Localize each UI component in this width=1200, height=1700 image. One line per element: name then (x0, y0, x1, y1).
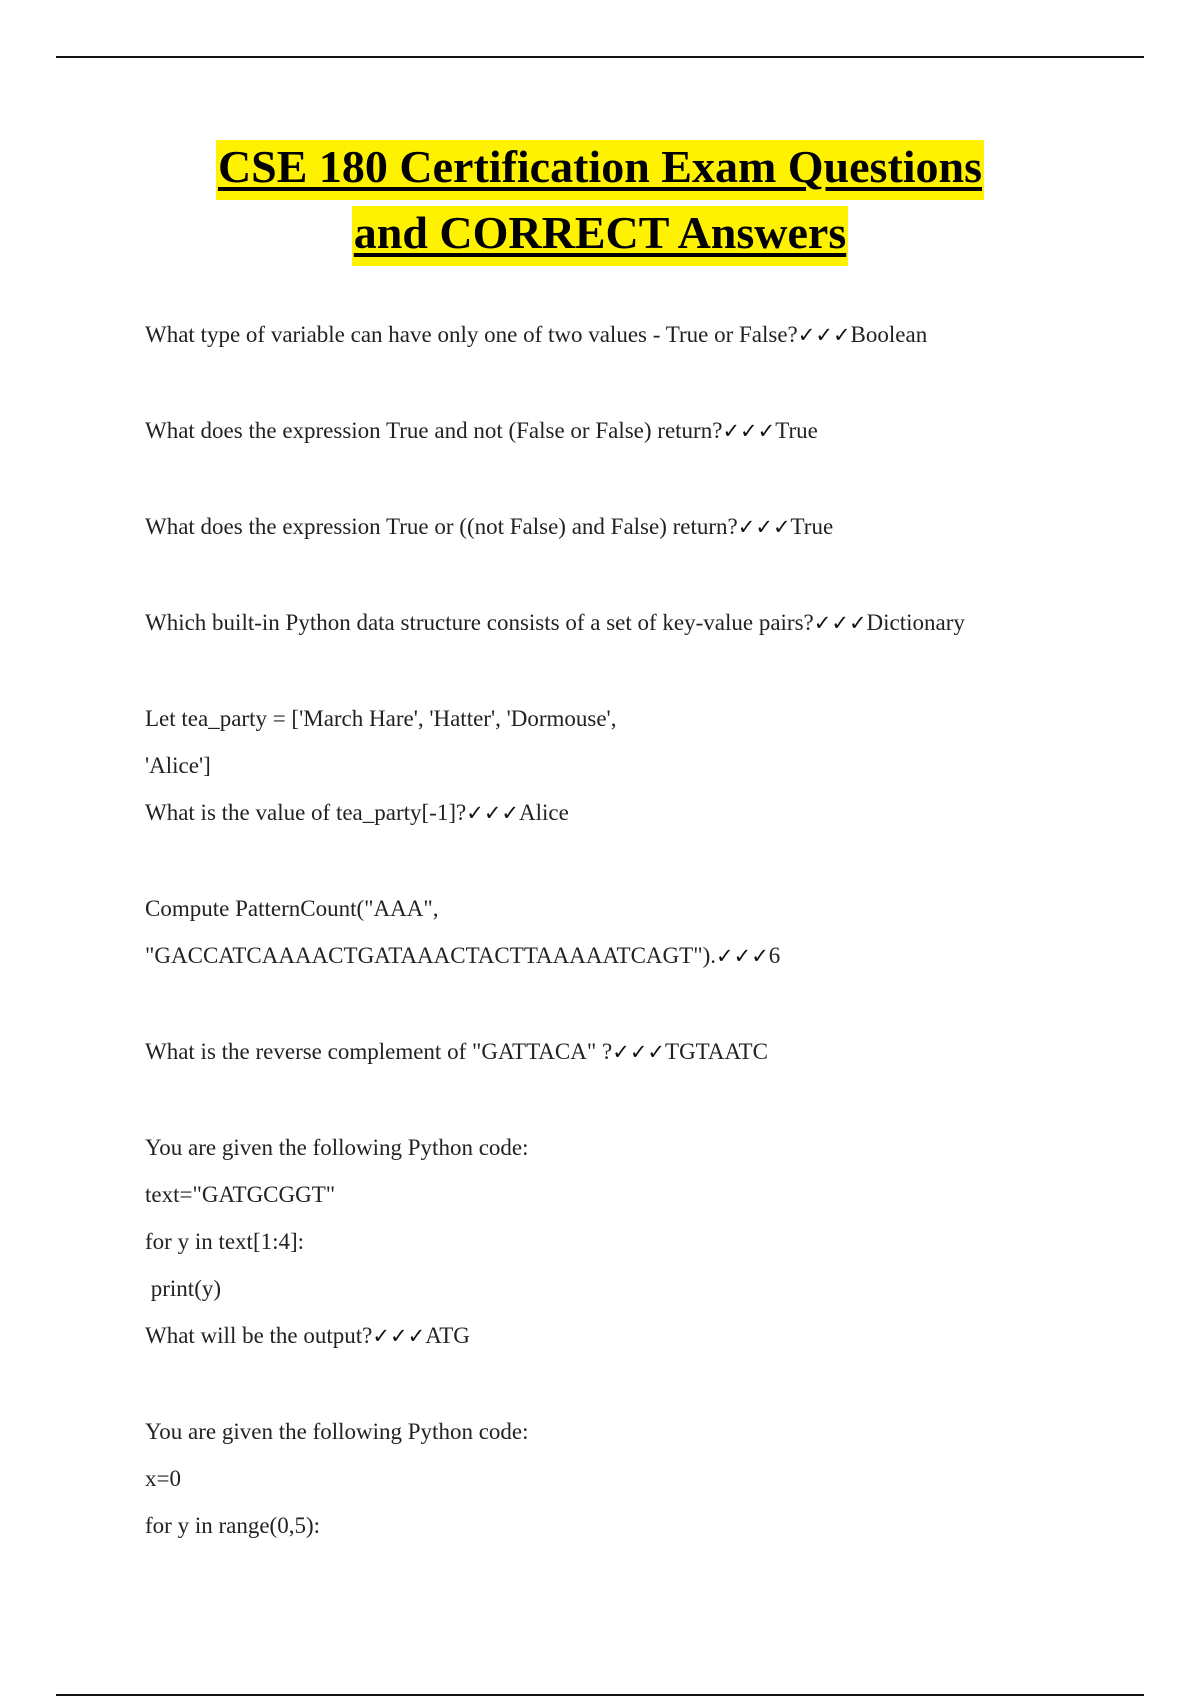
question-answer-line (145, 1321, 1075, 1351)
question-6 (145, 894, 1075, 971)
question-2 (145, 416, 1075, 446)
question-answer-line (145, 941, 1075, 971)
question-text: What will be the output? (145, 1323, 373, 1348)
check-marks-icon: ✓✓✓ (813, 611, 867, 635)
code-line: for y in text[1:4]: (145, 1229, 305, 1254)
question-text: What does the expression True and not (False or False) return? (145, 418, 723, 443)
check-marks-icon: ✓✓✓ (612, 1040, 666, 1064)
question-9 (145, 1417, 1075, 1541)
header-rule (56, 56, 1144, 58)
code-line: for y in range(0,5): (145, 1513, 320, 1538)
check-marks-icon: ✓✓✓ (737, 515, 791, 539)
document-title (0, 140, 1200, 272)
question-text-line: 'Alice'] (145, 753, 211, 778)
check-marks-icon: ✓✓✓ (372, 1324, 426, 1348)
question-5 (145, 704, 1075, 828)
check-marks-icon: ✓✓✓ (466, 801, 520, 825)
check-marks-icon: ✓✓✓ (797, 323, 851, 347)
question-text: "GACCATCAAAACTGATAAACTACTTAAAAATCAGT"). (145, 943, 716, 968)
answer-text: True (775, 418, 818, 443)
question-text-line: Let tea_party = ['March Hare', 'Hatter', 'Dormouse', (145, 706, 617, 731)
footer-rule (56, 1694, 1144, 1696)
question-answer-line (145, 798, 1075, 828)
question-text-line: You are given the following Python code: (145, 1135, 529, 1160)
question-3 (145, 512, 1075, 542)
question-1 (145, 320, 1075, 350)
answer-text: Dictionary (866, 610, 965, 635)
question-text-line: Compute PatternCount("AAA", (145, 896, 439, 921)
question-text-line: You are given the following Python code: (145, 1419, 529, 1444)
question-text: What type of variable can have only one of two values - True or False? (145, 322, 798, 347)
question-text: What is the reverse complement of "GATTACA" ? (145, 1039, 613, 1064)
answer-text: ATG (425, 1323, 470, 1348)
title-line-2: and CORRECT Answers (352, 206, 848, 266)
question-4 (145, 608, 1075, 638)
question-8 (145, 1133, 1075, 1351)
code-line: print(y) (145, 1276, 222, 1301)
code-line: x=0 (145, 1466, 181, 1491)
answer-text: Alice (519, 800, 569, 825)
question-list (145, 320, 1075, 1541)
check-marks-icon: ✓✓✓ (722, 419, 776, 443)
question-7 (145, 1037, 1075, 1067)
question-text: What does the expression True or ((not False) and False) return? (145, 514, 738, 539)
check-marks-icon: ✓✓✓ (716, 944, 769, 968)
code-line: text="GATGCGGT" (145, 1182, 336, 1207)
title-line-1: CSE 180 Certification Exam Questions (216, 140, 984, 200)
answer-text: Boolean (850, 322, 928, 347)
question-text: What is the value of tea_party[-1]? (145, 800, 467, 825)
question-text: Which built-in Python data structure consists of a set of key-value pairs? (145, 610, 814, 635)
answer-text: 6 (768, 943, 781, 968)
answer-text: True (790, 514, 834, 539)
answer-text: TGTAATC (665, 1039, 768, 1064)
